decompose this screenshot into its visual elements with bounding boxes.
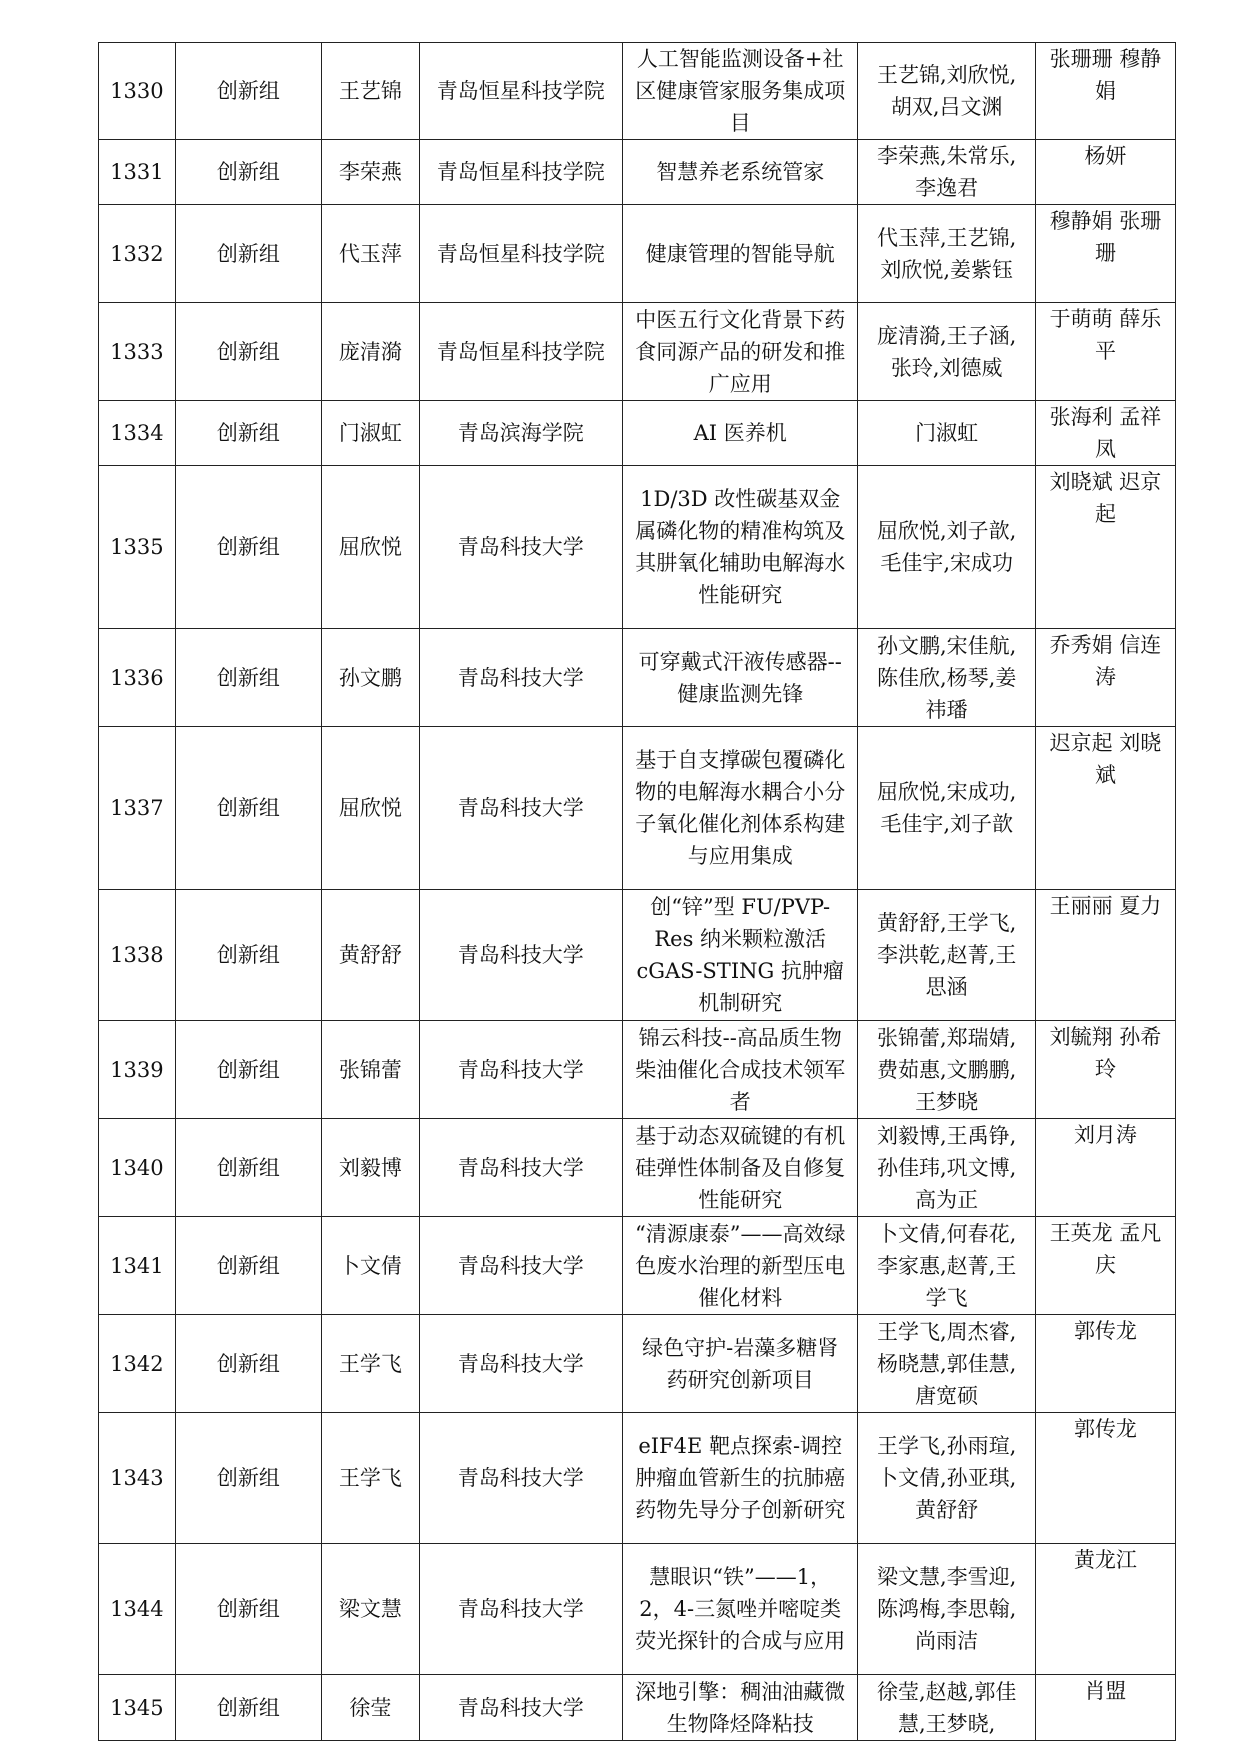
advisor-cell: 迟京起 刘晓斌	[1035, 727, 1175, 890]
members-cell: 王学飞,孙雨瑄,卜文倩,孙亚琪,黄舒舒	[858, 1413, 1035, 1544]
table-row	[99, 1021, 1176, 1119]
members-cell: 门淑虹	[858, 401, 1035, 466]
group-cell: 创新组	[175, 727, 321, 890]
row-number: 1333	[99, 303, 176, 401]
table-row	[99, 140, 1176, 205]
group-cell: 创新组	[175, 1544, 321, 1675]
school-cell: 青岛科技大学	[419, 1315, 622, 1413]
members-cell: 王艺锦,刘欣悦,胡双,吕文渊	[858, 43, 1035, 140]
advisor-cell: 郭传龙	[1035, 1315, 1175, 1413]
leader-cell: 屈欣悦	[322, 466, 420, 629]
project-cell: 智慧养老系统管家	[622, 140, 858, 205]
project-cell: 深地引擎：稠油油藏微生物降烃降粘技	[622, 1675, 858, 1741]
advisor-cell: 黄龙江	[1035, 1544, 1175, 1675]
group-cell: 创新组	[175, 890, 321, 1021]
school-cell: 青岛科技大学	[419, 1675, 622, 1741]
leader-cell: 代玉萍	[322, 205, 420, 303]
project-cell: 中医五行文化背景下药食同源产品的研发和推广应用	[622, 303, 858, 401]
project-cell: 基于动态双硫键的有机硅弹性体制备及自修复性能研究	[622, 1119, 858, 1217]
group-cell: 创新组	[175, 1119, 321, 1217]
leader-cell: 庞清漪	[322, 303, 420, 401]
members-cell: 卜文倩,何春花,李家惠,赵菁,王学飞	[858, 1217, 1035, 1315]
advisor-cell: 刘毓翔 孙希玲	[1035, 1021, 1175, 1119]
group-cell: 创新组	[175, 140, 321, 205]
advisor-cell: 王丽丽 夏力	[1035, 890, 1175, 1021]
project-cell: 创“锌”型 FU/PVP-Res 纳米颗粒激活 cGAS-STING 抗肿瘤机制研究	[622, 890, 858, 1021]
school-cell: 青岛恒星科技学院	[419, 205, 622, 303]
school-cell: 青岛科技大学	[419, 727, 622, 890]
project-table	[98, 42, 1176, 1741]
group-cell: 创新组	[175, 629, 321, 727]
table-row	[99, 1119, 1176, 1217]
leader-cell: 黄舒舒	[322, 890, 420, 1021]
members-cell: 孙文鹏,宋佳航,陈佳欣,杨琴,姜祎璠	[858, 629, 1035, 727]
school-cell: 青岛科技大学	[419, 1544, 622, 1675]
leader-cell: 李荣燕	[322, 140, 420, 205]
advisor-cell: 张海利 孟祥凤	[1035, 401, 1175, 466]
project-cell: 可穿戴式汗液传感器--健康监测先锋	[622, 629, 858, 727]
advisor-cell: 乔秀娟 信连涛	[1035, 629, 1175, 727]
row-number: 1335	[99, 466, 176, 629]
group-cell: 创新组	[175, 1217, 321, 1315]
members-cell: 李荣燕,朱常乐,李逸君	[858, 140, 1035, 205]
table-row	[99, 401, 1176, 466]
project-cell: 1D/3D 改性碳基双金属磷化物的精准构筑及其肼氧化辅助电解海水性能研究	[622, 466, 858, 629]
school-cell: 青岛科技大学	[419, 1021, 622, 1119]
members-cell: 刘毅博,王禹铮,孙佳玮,巩文博,高为正	[858, 1119, 1035, 1217]
table-row	[99, 1217, 1176, 1315]
table-row	[99, 727, 1176, 890]
table-row	[99, 1413, 1176, 1544]
school-cell: 青岛恒星科技学院	[419, 140, 622, 205]
leader-cell: 王学飞	[322, 1315, 420, 1413]
school-cell: 青岛科技大学	[419, 466, 622, 629]
table-row	[99, 303, 1176, 401]
table-row	[99, 1675, 1176, 1741]
row-number: 1338	[99, 890, 176, 1021]
group-cell: 创新组	[175, 1675, 321, 1741]
row-number: 1332	[99, 205, 176, 303]
leader-cell: 梁文慧	[322, 1544, 420, 1675]
group-cell: 创新组	[175, 303, 321, 401]
project-cell: 人工智能监测设备+社区健康管家服务集成项目	[622, 43, 858, 140]
school-cell: 青岛科技大学	[419, 890, 622, 1021]
school-cell: 青岛科技大学	[419, 629, 622, 727]
members-cell: 屈欣悦,宋成功,毛佳宇,刘子歆	[858, 727, 1035, 890]
project-cell: AI 医养机	[622, 401, 858, 466]
row-number: 1334	[99, 401, 176, 466]
row-number: 1331	[99, 140, 176, 205]
row-number: 1342	[99, 1315, 176, 1413]
project-cell: eIF4E 靶点探索-调控肿瘤血管新生的抗肺癌药物先导分子创新研究	[622, 1413, 858, 1544]
leader-cell: 屈欣悦	[322, 727, 420, 890]
row-number: 1343	[99, 1413, 176, 1544]
project-cell: 基于自支撑碳包覆磷化物的电解海水耦合小分子氧化催化剂体系构建与应用集成	[622, 727, 858, 890]
members-cell: 梁文慧,李雪迎,陈鸿梅,李思翰,尚雨洁	[858, 1544, 1035, 1675]
table-row	[99, 466, 1176, 629]
table-row	[99, 205, 1176, 303]
row-number: 1344	[99, 1544, 176, 1675]
members-cell: 王学飞,周杰睿,杨晓慧,郭佳慧,唐宽硕	[858, 1315, 1035, 1413]
row-number: 1337	[99, 727, 176, 890]
project-cell: 慧眼识“铁”——1，2，4-三氮唑并嘧啶类荧光探针的合成与应用	[622, 1544, 858, 1675]
leader-cell: 王学飞	[322, 1413, 420, 1544]
school-cell: 青岛恒星科技学院	[419, 303, 622, 401]
project-cell: 健康管理的智能导航	[622, 205, 858, 303]
advisor-cell: 郭传龙	[1035, 1413, 1175, 1544]
project-cell: “清源康泰”——高效绿色废水治理的新型压电催化材料	[622, 1217, 858, 1315]
group-cell: 创新组	[175, 1021, 321, 1119]
advisor-cell: 穆静娟 张珊珊	[1035, 205, 1175, 303]
members-cell: 黄舒舒,王学飞,李洪乾,赵菁,王思涵	[858, 890, 1035, 1021]
row-number: 1340	[99, 1119, 176, 1217]
row-number: 1330	[99, 43, 176, 140]
advisor-cell: 刘月涛	[1035, 1119, 1175, 1217]
advisor-cell: 于萌萌 薛乐平	[1035, 303, 1175, 401]
advisor-cell: 杨妍	[1035, 140, 1175, 205]
group-cell: 创新组	[175, 401, 321, 466]
members-cell: 庞清漪,王子涵,张玲,刘德威	[858, 303, 1035, 401]
school-cell: 青岛滨海学院	[419, 401, 622, 466]
members-cell: 张锦蕾,郑瑞婧,费茹惠,文鹏鹏,王梦晓	[858, 1021, 1035, 1119]
row-number: 1336	[99, 629, 176, 727]
leader-cell: 孙文鹏	[322, 629, 420, 727]
project-table-body	[99, 43, 1176, 1741]
table-row	[99, 890, 1176, 1021]
group-cell: 创新组	[175, 466, 321, 629]
school-cell: 青岛科技大学	[419, 1217, 622, 1315]
advisor-cell: 王英龙 孟凡庆	[1035, 1217, 1175, 1315]
table-row	[99, 629, 1176, 727]
school-cell: 青岛科技大学	[419, 1413, 622, 1544]
table-row	[99, 43, 1176, 140]
advisor-cell: 刘晓斌 迟京起	[1035, 466, 1175, 629]
members-cell: 屈欣悦,刘子歆,毛佳宇,宋成功	[858, 466, 1035, 629]
leader-cell: 张锦蕾	[322, 1021, 420, 1119]
table-row	[99, 1315, 1176, 1413]
table-row	[99, 1544, 1176, 1675]
leader-cell: 徐莹	[322, 1675, 420, 1741]
group-cell: 创新组	[175, 1413, 321, 1544]
row-number: 1345	[99, 1675, 176, 1741]
advisor-cell: 张珊珊 穆静娟	[1035, 43, 1175, 140]
row-number: 1341	[99, 1217, 176, 1315]
project-cell: 绿色守护-岩藻多糖肾药研究创新项目	[622, 1315, 858, 1413]
members-cell: 徐莹,赵越,郭佳慧,王梦晓,	[858, 1675, 1035, 1741]
group-cell: 创新组	[175, 43, 321, 140]
leader-cell: 门淑虹	[322, 401, 420, 466]
leader-cell: 卜文倩	[322, 1217, 420, 1315]
school-cell: 青岛恒星科技学院	[419, 43, 622, 140]
project-cell: 锦云科技--高品质生物柴油催化合成技术领军者	[622, 1021, 858, 1119]
advisor-cell: 肖盟	[1035, 1675, 1175, 1741]
members-cell: 代玉萍,王艺锦,刘欣悦,姜紫钰	[858, 205, 1035, 303]
group-cell: 创新组	[175, 1315, 321, 1413]
school-cell: 青岛科技大学	[419, 1119, 622, 1217]
row-number: 1339	[99, 1021, 176, 1119]
leader-cell: 王艺锦	[322, 43, 420, 140]
leader-cell: 刘毅博	[322, 1119, 420, 1217]
group-cell: 创新组	[175, 205, 321, 303]
